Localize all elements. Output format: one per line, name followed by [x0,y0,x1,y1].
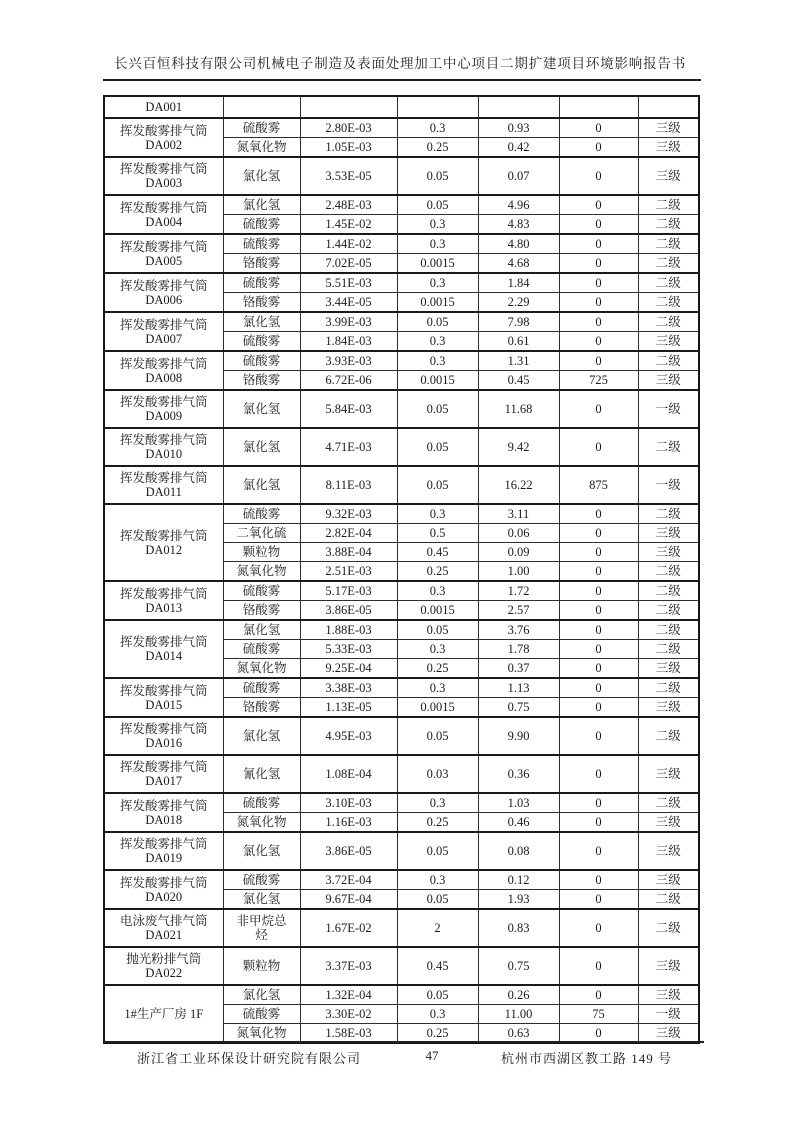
table-row [104,351,699,371]
result-cell: 1.31 [478,351,559,371]
result-cell: 11.00 [478,1005,559,1024]
pollutant-cell: 硫酸雾 [223,504,300,524]
pollutant-cell: 颗粒物 [223,947,300,985]
table-row [104,118,699,138]
height-cell: 0 [559,312,638,332]
height-cell: 0 [559,640,638,659]
emission-rate-cell: 3.93E-03 [300,351,397,371]
pollutant-cell: 氯化氢 [223,890,300,910]
level-cell: 三级 [638,332,699,352]
limit-cell: 0.05 [397,195,478,215]
header-rule [103,79,701,81]
limit-cell: 0.25 [397,562,478,582]
height-cell: 0 [559,562,638,582]
source-cell: 挥发酸雾排气筒 DA011 [104,466,223,504]
height-cell: 0 [559,157,638,195]
emission-rate-cell: 3.86E-05 [300,601,397,621]
emission-rate-cell: 1.45E-02 [300,215,397,235]
source-cell: 挥发酸雾排气筒 DA013 [104,581,223,620]
table-row [104,466,699,504]
result-cell: 11.68 [478,390,559,428]
height-cell: 0 [559,890,638,910]
table-row [104,96,699,118]
level-cell: 二级 [638,273,699,293]
pollutant-cell: 硫酸雾 [223,678,300,698]
emission-rate-cell: 1.13E-05 [300,698,397,718]
level-cell: 三级 [638,524,699,543]
table-row [104,678,699,698]
emission-rate-cell: 1.05E-03 [300,138,397,158]
limit-cell: 0.3 [397,118,478,138]
result-cell: 0.12 [478,870,559,890]
pollutant-cell: 氯化氢 [223,428,300,466]
height-cell: 0 [559,118,638,138]
table-row [104,195,699,215]
limit-cell: 0.3 [397,581,478,601]
level-cell: 三级 [638,832,699,870]
limit-cell: 0.3 [397,678,478,698]
limit-cell: 0.3 [397,234,478,254]
limit-cell: 0.3 [397,273,478,293]
height-cell: 0 [559,793,638,813]
level-cell: 二级 [638,890,699,910]
source-cell: DA001 [104,96,223,118]
table-row [104,581,699,601]
height-cell: 875 [559,466,638,504]
result-cell: 1.78 [478,640,559,659]
pollutant-cell [223,96,300,118]
emission-rate-cell: 2.80E-03 [300,118,397,138]
height-cell: 0 [559,947,638,985]
emission-rate-cell: 8.11E-03 [300,466,397,504]
level-cell: 二级 [638,428,699,466]
pollutant-cell: 硫酸雾 [223,234,300,254]
pollutant-cell: 二氧化硫 [223,524,300,543]
height-cell: 0 [559,717,638,755]
limit-cell: 0.25 [397,813,478,833]
level-cell: 二级 [638,351,699,371]
pollutant-cell: 氯化氢 [223,312,300,332]
result-cell: 7.98 [478,312,559,332]
result-cell: 4.80 [478,234,559,254]
level-cell: 三级 [638,698,699,718]
limit-cell: 0.05 [397,832,478,870]
table-row [104,947,699,985]
pollutant-cell: 硫酸雾 [223,1005,300,1024]
result-cell: 2.57 [478,601,559,621]
pollutant-cell: 铬酸雾 [223,698,300,718]
limit-cell: 0.05 [397,312,478,332]
result-cell: 3.11 [478,504,559,524]
pollutant-cell: 氮氧化物 [223,1024,300,1044]
emission-rate-cell: 5.51E-03 [300,273,397,293]
result-cell: 16.22 [478,466,559,504]
result-cell: 4.83 [478,215,559,235]
limit-cell: 0.5 [397,524,478,543]
limit-cell [397,96,478,118]
table-row [104,312,699,332]
table-row [104,428,699,466]
result-cell: 0.75 [478,698,559,718]
limit-cell: 0.0015 [397,371,478,391]
limit-cell: 0.25 [397,659,478,679]
emission-rate-cell: 3.53E-05 [300,157,397,195]
level-cell: 三级 [638,118,699,138]
pollutant-cell: 氮氧化物 [223,562,300,582]
result-cell: 0.36 [478,755,559,793]
result-cell: 1.00 [478,562,559,582]
height-cell: 0 [559,390,638,428]
result-cell: 1.84 [478,273,559,293]
level-cell: 三级 [638,157,699,195]
footer-rule [104,1041,704,1043]
pollutant-cell: 氯化氢 [223,157,300,195]
level-cell: 三级 [638,985,699,1005]
limit-cell: 0.05 [397,890,478,910]
height-cell: 0 [559,195,638,215]
limit-cell: 0.3 [397,793,478,813]
height-cell: 0 [559,659,638,679]
limit-cell: 0.0015 [397,254,478,274]
source-cell: 挥发酸雾排气筒 DA018 [104,793,223,832]
height-cell: 0 [559,832,638,870]
result-cell: 0.37 [478,659,559,679]
source-cell: 挥发酸雾排气筒 DA009 [104,390,223,428]
emission-rate-cell: 2.82E-04 [300,524,397,543]
emission-rate-cell: 3.86E-05 [300,832,397,870]
limit-cell: 0.25 [397,1024,478,1044]
source-cell: 电泳废气排气筒 DA021 [104,909,223,947]
source-cell: 挥发酸雾排气筒 DA010 [104,428,223,466]
limit-cell: 0.03 [397,755,478,793]
emission-rate-cell: 3.38E-03 [300,678,397,698]
emission-rate-cell: 9.25E-04 [300,659,397,679]
emission-rate-cell: 4.71E-03 [300,428,397,466]
level-cell: 二级 [638,234,699,254]
height-cell: 0 [559,870,638,890]
result-cell: 0.61 [478,332,559,352]
height-cell: 0 [559,524,638,543]
result-cell: 1.93 [478,890,559,910]
level-cell: 三级 [638,543,699,562]
level-cell: 二级 [638,312,699,332]
pollutant-cell: 氯化氢 [223,620,300,640]
pollutant-cell: 氯化氢 [223,195,300,215]
height-cell: 0 [559,909,638,947]
limit-cell: 0.45 [397,543,478,562]
height-cell: 0 [559,813,638,833]
level-cell: 三级 [638,659,699,679]
source-cell: 挥发酸雾排气筒 DA007 [104,312,223,351]
limit-cell: 0.25 [397,138,478,158]
result-cell: 3.76 [478,620,559,640]
height-cell: 75 [559,1005,638,1024]
footer-company: 浙江省工业环保设计研究院有限公司 [137,1051,362,1066]
limit-cell: 0.3 [397,215,478,235]
table-row [104,390,699,428]
result-cell: 0.06 [478,524,559,543]
source-cell: 挥发酸雾排气筒 DA019 [104,832,223,870]
emission-rate-cell [300,96,397,118]
height-cell: 0 [559,581,638,601]
emission-rate-cell: 1.67E-02 [300,909,397,947]
result-cell: 2.29 [478,293,559,313]
level-cell [638,96,699,118]
level-cell: 二级 [638,581,699,601]
level-cell: 二级 [638,562,699,582]
pollutant-cell: 氮氧化物 [223,138,300,158]
footer-page-number: 47 [425,1048,439,1063]
source-cell: 挥发酸雾排气筒 DA012 [104,504,223,581]
pollutant-cell: 硫酸雾 [223,793,300,813]
result-cell [478,96,559,118]
pollutant-cell: 氯化氢 [223,390,300,428]
pollutant-cell: 氮氧化物 [223,813,300,833]
height-cell: 0 [559,254,638,274]
pollutant-cell: 铬酸雾 [223,601,300,621]
source-cell: 抛光粉排气筒 DA022 [104,947,223,985]
limit-cell: 0.3 [397,640,478,659]
level-cell: 三级 [638,138,699,158]
emission-rate-cell: 9.32E-03 [300,504,397,524]
table-row [104,273,699,293]
limit-cell: 0.05 [397,620,478,640]
limit-cell: 0.45 [397,947,478,985]
result-cell: 9.90 [478,717,559,755]
emission-rate-cell: 4.95E-03 [300,717,397,755]
level-cell: 三级 [638,870,699,890]
height-cell: 0 [559,620,638,640]
result-cell: 9.42 [478,428,559,466]
table-row [104,157,699,195]
result-cell: 0.09 [478,543,559,562]
pollutant-cell: 硫酸雾 [223,273,300,293]
source-cell: 挥发酸雾排气筒 DA004 [104,195,223,234]
level-cell: 二级 [638,293,699,313]
level-cell: 二级 [638,678,699,698]
limit-cell: 2 [397,909,478,947]
height-cell: 0 [559,543,638,562]
source-cell: 挥发酸雾排气筒 DA020 [104,870,223,909]
emission-rate-cell: 9.67E-04 [300,890,397,910]
height-cell: 0 [559,293,638,313]
height-cell: 0 [559,985,638,1005]
pollutant-cell: 氯化氢 [223,466,300,504]
emission-rate-cell: 1.32E-04 [300,985,397,1005]
pollutant-cell: 氯化氢 [223,832,300,870]
pollutant-cell: 氯化氢 [223,985,300,1005]
emission-table-body [104,96,699,1043]
height-cell: 0 [559,138,638,158]
page-title: 长兴百恒科技有限公司机械电子制造及表面处理加工中心项目二期扩建项目环境影响报告书 [114,56,686,71]
pollutant-cell: 颗粒物 [223,543,300,562]
emission-rate-cell: 3.30E-02 [300,1005,397,1024]
source-cell: 挥发酸雾排气筒 DA014 [104,620,223,678]
limit-cell: 0.05 [397,466,478,504]
height-cell: 0 [559,504,638,524]
table-row [104,717,699,755]
emission-rate-cell: 3.99E-03 [300,312,397,332]
emission-rate-cell: 1.88E-03 [300,620,397,640]
result-cell: 0.26 [478,985,559,1005]
level-cell: 三级 [638,1024,699,1044]
result-cell: 1.72 [478,581,559,601]
level-cell: 二级 [638,620,699,640]
level-cell: 一级 [638,466,699,504]
emission-rate-cell: 3.44E-05 [300,293,397,313]
source-cell: 挥发酸雾排气筒 DA017 [104,755,223,793]
limit-cell: 0.05 [397,717,478,755]
height-cell: 0 [559,755,638,793]
level-cell: 二级 [638,254,699,274]
emission-rate-cell: 3.37E-03 [300,947,397,985]
emission-rate-cell: 1.84E-03 [300,332,397,352]
emission-rate-cell: 5.84E-03 [300,390,397,428]
result-cell: 0.93 [478,118,559,138]
level-cell: 二级 [638,601,699,621]
height-cell: 0 [559,234,638,254]
emission-rate-cell: 2.51E-03 [300,562,397,582]
pollutant-cell: 硫酸雾 [223,640,300,659]
level-cell: 三级 [638,755,699,793]
source-cell: 挥发酸雾排气筒 DA015 [104,678,223,717]
level-cell: 二级 [638,195,699,215]
emission-rate-cell: 1.44E-02 [300,234,397,254]
emission-rate-cell: 1.16E-03 [300,813,397,833]
pollutant-cell: 氮氧化物 [223,659,300,679]
result-cell: 4.68 [478,254,559,274]
emission-rate-cell: 7.02E-05 [300,254,397,274]
footer-address: 杭州市西湖区教工路 149 号 [500,1051,672,1066]
level-cell: 三级 [638,947,699,985]
height-cell: 0 [559,698,638,718]
level-cell: 二级 [638,793,699,813]
table-row [104,832,699,870]
height-cell: 0 [559,351,638,371]
limit-cell: 0.3 [397,870,478,890]
pollutant-cell: 硫酸雾 [223,351,300,371]
source-cell: 挥发酸雾排气筒 DA016 [104,717,223,755]
height-cell: 0 [559,601,638,621]
table-row [104,985,699,1005]
table-row [104,234,699,254]
emission-rate-cell: 5.33E-03 [300,640,397,659]
height-cell: 0 [559,428,638,466]
emission-table [103,95,700,1044]
source-cell: 挥发酸雾排气筒 DA002 [104,118,223,157]
limit-cell: 0.3 [397,332,478,352]
limit-cell: 0.3 [397,351,478,371]
pollutant-cell: 非甲烷总烃 [223,909,300,947]
height-cell: 725 [559,371,638,391]
limit-cell: 0.05 [397,157,478,195]
source-cell: 挥发酸雾排气筒 DA005 [104,234,223,273]
level-cell: 二级 [638,717,699,755]
height-cell: 0 [559,1024,638,1044]
result-cell: 0.08 [478,832,559,870]
emission-rate-cell: 2.48E-03 [300,195,397,215]
table-row [104,909,699,947]
source-cell: 挥发酸雾排气筒 DA008 [104,351,223,390]
emission-rate-cell: 3.72E-04 [300,870,397,890]
limit-cell: 0.05 [397,390,478,428]
source-cell: 挥发酸雾排气筒 DA003 [104,157,223,195]
emission-rate-cell: 3.88E-04 [300,543,397,562]
result-cell: 1.13 [478,678,559,698]
emission-rate-cell: 1.08E-04 [300,755,397,793]
pollutant-cell: 铬酸雾 [223,254,300,274]
result-cell: 0.63 [478,1024,559,1044]
pollutant-cell: 氯化氢 [223,717,300,755]
source-cell: 1#生产厂房 1F [104,985,223,1043]
table-row [104,620,699,640]
result-cell: 0.83 [478,909,559,947]
pollutant-cell: 铬酸雾 [223,293,300,313]
emission-rate-cell: 3.10E-03 [300,793,397,813]
limit-cell: 0.05 [397,428,478,466]
level-cell: 三级 [638,813,699,833]
result-cell: 0.07 [478,157,559,195]
pollutant-cell: 硫酸雾 [223,118,300,138]
table-row [104,504,699,524]
height-cell: 0 [559,678,638,698]
pollutant-cell: 铬酸雾 [223,371,300,391]
pollutant-cell: 氰化氢 [223,755,300,793]
limit-cell: 0.05 [397,985,478,1005]
result-cell: 1.03 [478,793,559,813]
limit-cell: 0.3 [397,504,478,524]
result-cell: 0.75 [478,947,559,985]
height-cell: 0 [559,273,638,293]
emission-rate-cell: 6.72E-06 [300,371,397,391]
result-cell: 0.45 [478,371,559,391]
level-cell: 三级 [638,371,699,391]
limit-cell: 0.0015 [397,698,478,718]
result-cell: 0.42 [478,138,559,158]
pollutant-cell: 硫酸雾 [223,870,300,890]
pollutant-cell: 硫酸雾 [223,332,300,352]
height-cell: 0 [559,215,638,235]
result-cell: 4.96 [478,195,559,215]
limit-cell: 0.0015 [397,601,478,621]
height-cell: 0 [559,332,638,352]
level-cell: 一级 [638,390,699,428]
height-cell [559,96,638,118]
level-cell: 二级 [638,215,699,235]
limit-cell: 0.0015 [397,293,478,313]
emission-rate-cell: 5.17E-03 [300,581,397,601]
level-cell: 二级 [638,909,699,947]
level-cell: 二级 [638,504,699,524]
result-cell: 0.46 [478,813,559,833]
table-row [104,870,699,890]
level-cell: 二级 [638,640,699,659]
level-cell: 一级 [638,1005,699,1024]
pollutant-cell: 硫酸雾 [223,215,300,235]
table-row [104,755,699,793]
limit-cell: 0.3 [397,1005,478,1024]
source-cell: 挥发酸雾排气筒 DA006 [104,273,223,312]
pollutant-cell: 硫酸雾 [223,581,300,601]
table-row [104,793,699,813]
emission-rate-cell: 1.58E-03 [300,1024,397,1044]
